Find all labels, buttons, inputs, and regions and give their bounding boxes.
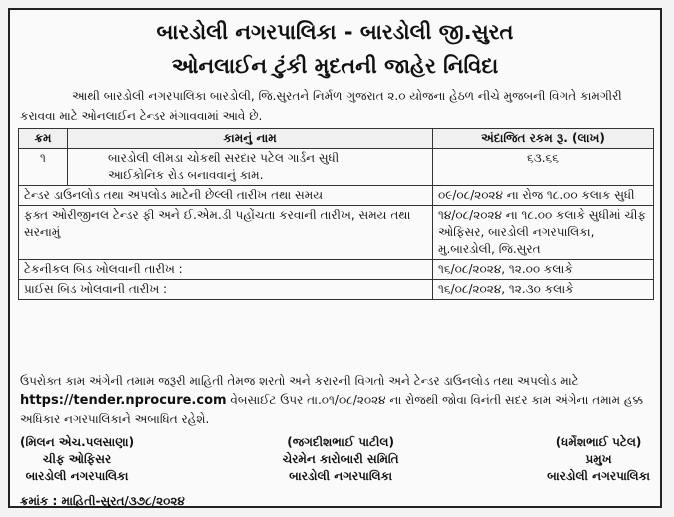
row-label: ફક્ત ઓરીજીનલ ટેન્ડર ફી અને ઈ.એમ.ડી પહોંચતા કરવાની તારીખ, સમય તથા સરનામું [19, 206, 433, 260]
tender-notice [8, 8, 662, 508]
signatory-name: (જગદીશભાઈ પાટીલ) [287, 435, 394, 449]
row-value: ૦૯/૦૮/૨૦૨૪ ના રોજ ૧૮.૦૦ કલાક સુધી [433, 186, 654, 206]
table-row [19, 206, 654, 260]
table-row [19, 149, 654, 186]
signatory-office: બારડોલી નગરપાલિકા [289, 469, 393, 483]
signatory-president [547, 434, 650, 485]
intro-paragraph: આથી બારડોલી નગરપાલિકા બારડોલી, જિ.સુરતને નિર્મળ ગુજરાત ૨.૦ યોજના હેઠળ નીચે મુજબની વિગતે કામગીરી કરાવવા માટે ઓનલાઈન ટેન્ડર મંગાવવામાં આવે છે. [20, 89, 622, 123]
row-label: પ્રાઈસ બિડ ખોલવાની તારીખ : [19, 280, 433, 300]
header-work-name: કામનું નામ [68, 129, 433, 149]
row-label: ટેકનીકલ બિડ ખોલવાની તારીખ : [19, 260, 433, 280]
signatory-chief-officer [20, 434, 134, 485]
notice-title: બારડોલી નગરપાલિકા - બારડોલી જી.સુરત [156, 20, 514, 44]
signatories [20, 434, 650, 485]
row-value: ૧૪/૦૮/૨૦૨૪ ના ૧૮.૦૦ કલાકે સુધીમાં ચીફ ઓફિસર, બારડોલી નગરપાલિકા, મુ.બારડોલી, જિ.સુરત [433, 206, 654, 260]
work-sr: ૧ [19, 149, 68, 186]
header-sr: ક્રમ [19, 129, 68, 149]
signatory-name: (ધર્મેશભાઈ પટેલ) [555, 435, 642, 449]
signatory-name: (મિલન એચ.પલસાણા) [20, 435, 135, 449]
signatory-designation: ચીફ ઓફિસર [42, 452, 112, 466]
table-header-row [19, 129, 654, 149]
work-name: બારડોલી લીમડા ચોકથી સરદાર પટેલ ગાર્ડન સુધી આઈકોનિક રોડ બનાવવાનું કામ. [68, 149, 433, 186]
signatory-office: બારડોલી નગરપાલિકા [547, 469, 650, 483]
table-row [19, 280, 654, 300]
footer-paragraph [20, 372, 650, 429]
row-value: ૧૬/૦૮/૨૦૨૪, ૧૨.૦૦ કલાકે [433, 260, 654, 280]
tender-website-link[interactable]: https://tender.nprocure.com [20, 393, 227, 408]
row-label: ટેન્ડર ડાઉનલોડ તથા અપલોડ માટેની છેલ્લી તારીખ તથા સમય [19, 186, 433, 206]
footer-text-before-url: ઉપરોક્ત કામ અંગેની તમામ જરૂરી માહિતી તેમજ શરતો અને કરારની વિગતો અને ટેન્ડર ડાઉનલોડ તથા અપલોડ માટે [20, 374, 579, 388]
table-row [19, 186, 654, 206]
signatory-designation: પ્રમુખ [585, 452, 612, 466]
reference-number: ક્રમાંક : માહિતી-સુરત/૩૭૮/૨૦૨૪ [20, 494, 185, 508]
signatory-office: બારડોલી નગરપાલિકા [25, 469, 129, 483]
header-amount: અંદાજિત રકમ રૂ. (લાખ) [433, 129, 654, 149]
notice-subtitle: ઓનલાઈન ટુંકી મુદતની જાહેર નિવિદા [171, 54, 499, 78]
work-amount: ૬૩.૬૬ [433, 149, 654, 186]
signatory-designation: ચેરમેન કારોબારી સમિતિ [282, 452, 399, 466]
footer-text-after-url: વેબસાઈટ ઉપર તા.૦૧/૦૮/૨૦૨૪ ના રોજથી જોવા વિનંતી સદર કામ અંગેના તમામ હક્ક અધિકાર નગરપાલિકાને અબાધિત રહેશે. [20, 393, 644, 426]
table-row [19, 260, 654, 280]
row-value: ૧૬/૦૮/૨૦૨૪, ૧૨.૩૦ કલાકે [433, 280, 654, 300]
tender-table [18, 128, 654, 300]
signatory-chairman [283, 434, 399, 485]
